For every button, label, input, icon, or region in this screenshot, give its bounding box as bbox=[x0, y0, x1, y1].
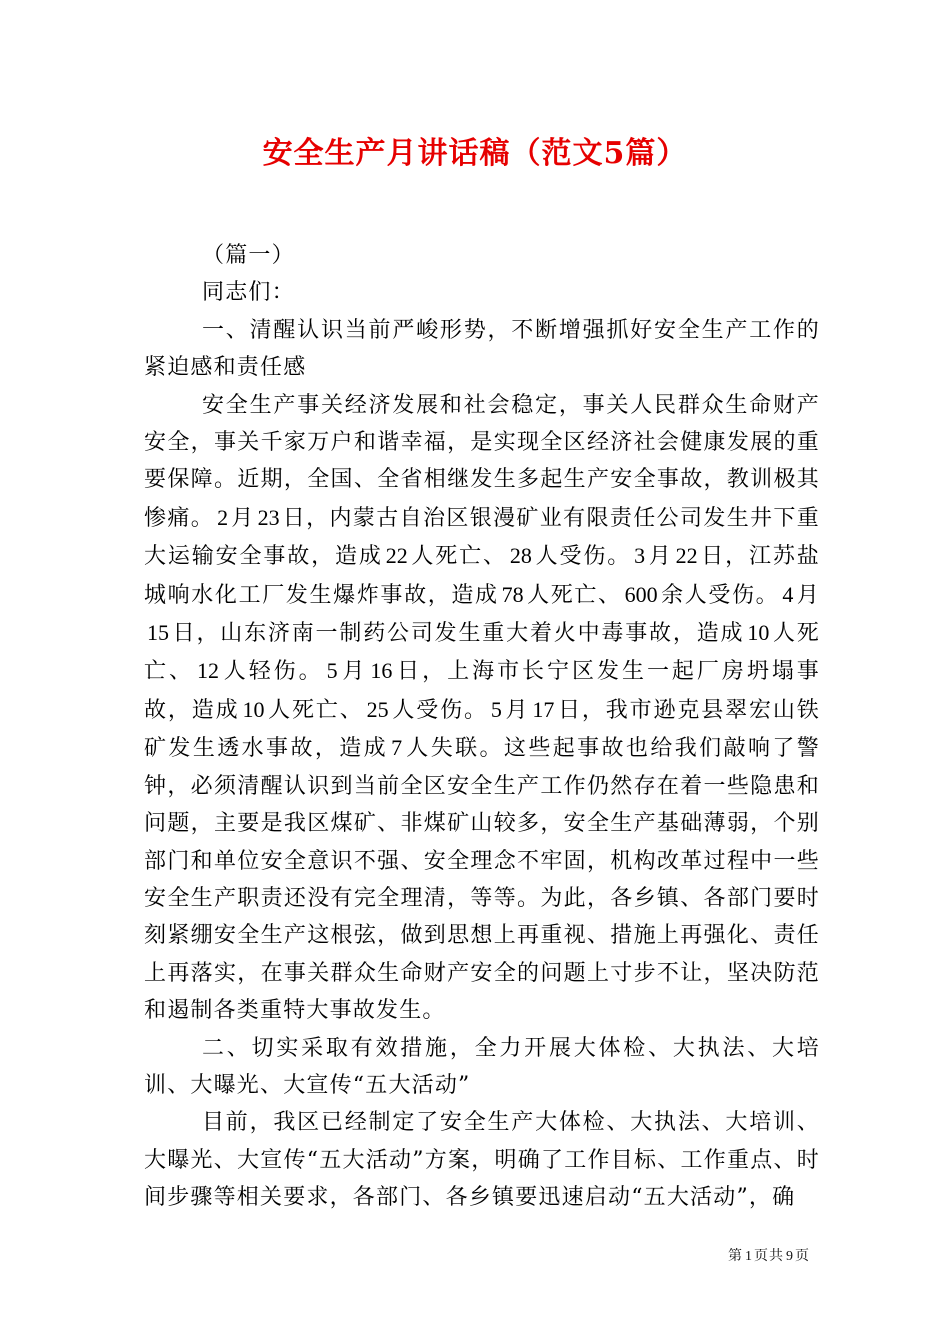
paragraph-body-two: 目前，我区已经制定了安全生产大体检、大执法、大培训、大曝光、大宣传“五大活动”方案，明确了工作目标、工作重点、时间步骤等相关要求，各部门、各乡镇要迅速启动“五大活动”，确 bbox=[144, 1110, 820, 1211]
document-body bbox=[144, 237, 820, 1217]
page-footer bbox=[728, 1245, 810, 1265]
paragraph-heading-one: 一、清醒认识当前严峻形势，不断增强抓好安全生产工作的紧迫感和责任感 bbox=[144, 317, 820, 381]
paragraph-heading-two: 二、切实采取有效措施，全力开展大体检、大执法、大培训、大曝光、大宣传“五大活动” bbox=[144, 1035, 820, 1098]
page-number-text: 第 1 页共 9 页 bbox=[728, 1248, 810, 1264]
paragraph-body-one: 安全生产事关经济发展和社会稳定，事关人民群众生命财产安全，事关千家万户和谐幸福，是实现全区经济社会健康发展的重要保障。近期，全国、全省相继发生多起生产安全事故，教训极其惨痛。 2 月 23 日，内蒙古自治区银漫矿业有限责任公司发生井下重大运输安全事故，造成 22 人死亡、 28 人受伤。 3 月 22 日，江苏盐城响水化工厂发生爆炸事故，造成 78 人死亡、 600 余人受伤。 4 月15 日，山东济南一制药公司发生重大着火中毒事故，造成 10 人死亡、 12 人轻伤。 5 月 16 日，上海市长宁区发生一起厂房坍塌事故，造成 10 人死亡、 25 人受伤。 5 月 17 日，我市逊克县翠宏山铁矿发生透水事故，造成 7 人失联。这些起事故也给我们敲响了警钟，必须清醒认识到当前全区安全生产工作仍然存在着一些隐患和问题，主要是我区煤矿、非煤矿山较多，安全生产基础薄弱，个别部门和单位安全意识不强、安全理念不牢固，机构改革过程中一些安全生产职责还没有完全理清，等等。为此，各乡镇、各部门要时刻紧绷安全生产这根弦，做到思想上再重视、措施上再强化、责任上再落实，在事关群众生命财产安全的问题上寸步不让，坚决防范和遏制各类重特大事故发生。 bbox=[144, 392, 820, 1024]
document-title: 安全生产月讲话稿（范文5篇） bbox=[262, 136, 688, 171]
paragraph-section-label: （篇一） bbox=[202, 243, 295, 268]
paragraph-salutation: 同志们： bbox=[202, 280, 295, 306]
